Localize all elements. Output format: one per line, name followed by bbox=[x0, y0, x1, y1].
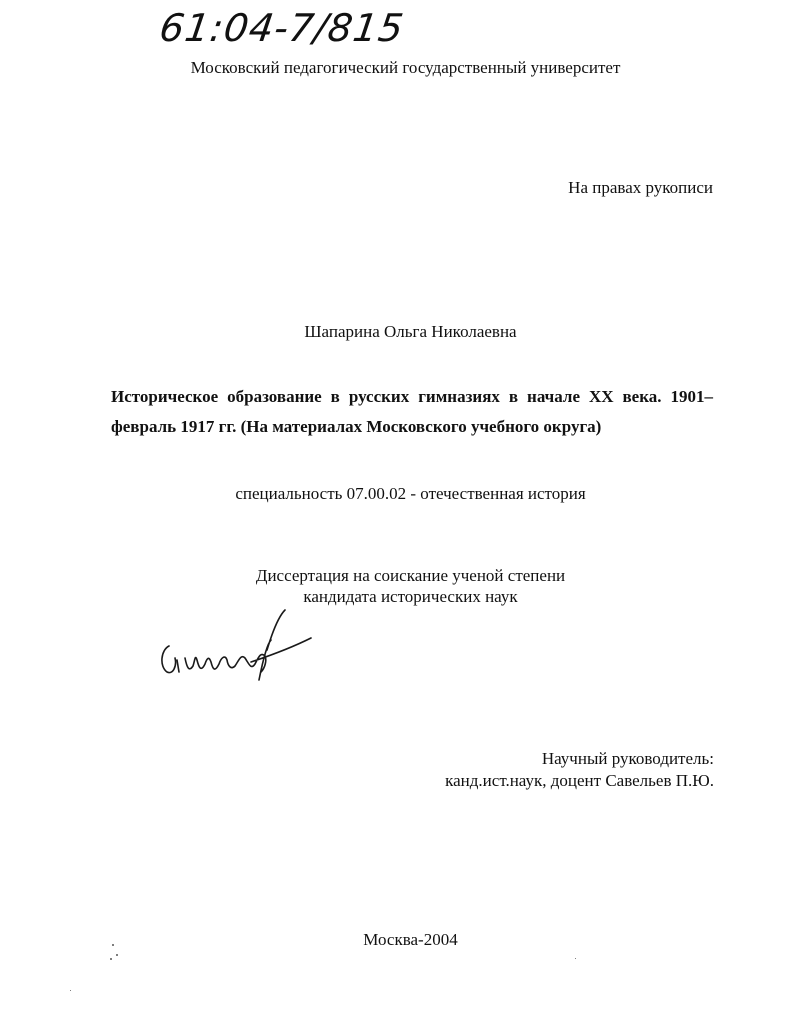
specialty: специальность 07.00.02 - отечественная история bbox=[235, 484, 586, 503]
scan-speck bbox=[110, 958, 112, 960]
city-year: Москва-2004 bbox=[363, 930, 458, 949]
degree-statement bbox=[0, 565, 791, 607]
supervisor-label: Научный руководитель: bbox=[541, 749, 714, 768]
degree-line-1: Диссертация на соискание ученой степени bbox=[255, 566, 566, 585]
supervisor-name: канд.ист.наук, доцент Савельев П.Ю. bbox=[445, 771, 714, 790]
archive-number-stamp: 61:04-7/815 bbox=[156, 6, 407, 50]
thesis-title bbox=[111, 382, 713, 442]
scan-speck bbox=[112, 944, 114, 946]
thesis-title-line-1: Историческое образование в русских гимназиях в начале XX века. 1901– bbox=[111, 387, 713, 406]
degree-line-2: кандидата исторических наук bbox=[303, 587, 518, 606]
scan-speck bbox=[575, 958, 576, 959]
author-signature bbox=[155, 600, 315, 690]
supervisor-block bbox=[445, 748, 714, 792]
scan-speck bbox=[116, 954, 118, 956]
university-name: Московский педагогический государственный университет bbox=[190, 58, 621, 77]
thesis-title-line-2: февраль 1917 гг. (На материалах Московского учебного округа) bbox=[111, 417, 602, 436]
author-name: Шапарина Ольга Николаевна bbox=[304, 322, 517, 341]
scan-speck bbox=[70, 990, 71, 991]
manuscript-rights-note: На правах рукописи bbox=[568, 178, 713, 197]
